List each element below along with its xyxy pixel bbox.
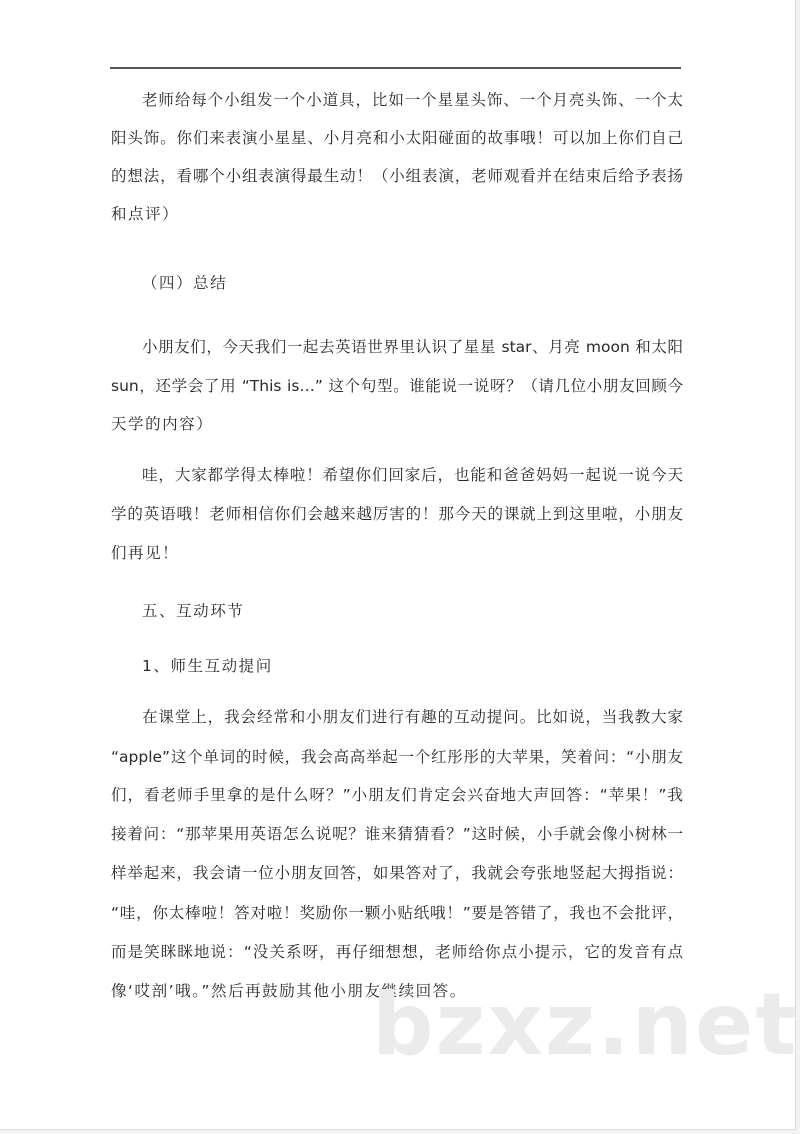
watermark: bzxz.net xyxy=(372,975,799,1075)
paragraph-props-line: 阳头饰。你们来表演小星星、小月亮和小太阳碰面的故事哦！可以加上你们自己 xyxy=(111,129,683,147)
paragraph-props-line: 的想法，看哪个小组表演得最生动！（小组表演，老师观看并在结束后给予表扬 xyxy=(111,167,683,185)
section-heading-interaction: 五、互动环节 xyxy=(142,602,245,620)
subsection-heading-qa: 1、师生互动提问 xyxy=(142,657,273,675)
paragraph-props-line: 老师给每个小组发一个小道具，比如一个星星头饰、一个月亮头饰、一个太 xyxy=(142,91,683,109)
paragraph-qa-line: “apple”这个单词的时候，我会高高举起一个红彤彤的大苹果，笑着问：“小朋友 xyxy=(111,748,683,766)
paragraph-qa-line: 而是笑眯眯地说：“没关系呀，再仔细想想，老师给你点小提示，它的发音有点 xyxy=(111,943,683,961)
paragraph-qa-line: 们，看老师手里拿的是什么呀？”小朋友们肯定会兴奋地大声回答：“苹果！”我 xyxy=(111,786,683,804)
paragraph-farewell-line: 们再见！ xyxy=(111,544,180,562)
paragraph-qa-line: 在课堂上，我会经常和小朋友们进行有趣的互动提问。比如说，当我教大家 xyxy=(142,708,683,726)
paragraph-qa-line: “哇，你太棒啦！答对啦！奖励你一颗小贴纸哦！”要是答错了，我也不会批评， xyxy=(111,904,683,922)
section-heading-summary: （四）总结 xyxy=(142,274,228,292)
paragraph-qa-line: 像‘哎剖’哦。”然后再鼓励其他小朋友继续回答。 xyxy=(111,982,467,1000)
paragraph-props-line: 和点评） xyxy=(111,205,180,223)
paragraph-summary-line: sun，还学会了用 “This is…” 这个句型。谁能说一说呀？（请几位小朋友回顾今 xyxy=(111,377,683,395)
paragraph-qa-line: 接着问：“那苹果用英语怎么说呢？谁来猜猜看？”这时候，小手就会像小树林一 xyxy=(111,825,683,843)
header-rule xyxy=(110,67,681,69)
paragraph-farewell-line: 学的英语哦！老师相信你们会越来越厉害的！那今天的课就上到这里啦，小朋友 xyxy=(111,505,683,523)
paragraph-qa-line: 样举起来，我会请一位小朋友回答，如果答对了，我就会夸张地竖起大拇指说： xyxy=(111,864,683,882)
paragraph-summary-line: 天学的内容） xyxy=(111,415,214,433)
paragraph-farewell-line: 哇，大家都学得太棒啦！希望你们回家后，也能和爸爸妈妈一起说一说今天 xyxy=(142,466,683,484)
paragraph-summary-line: 小朋友们，今天我们一起去英语世界里认识了星星 star、月亮 moon 和太阳 xyxy=(142,338,683,356)
